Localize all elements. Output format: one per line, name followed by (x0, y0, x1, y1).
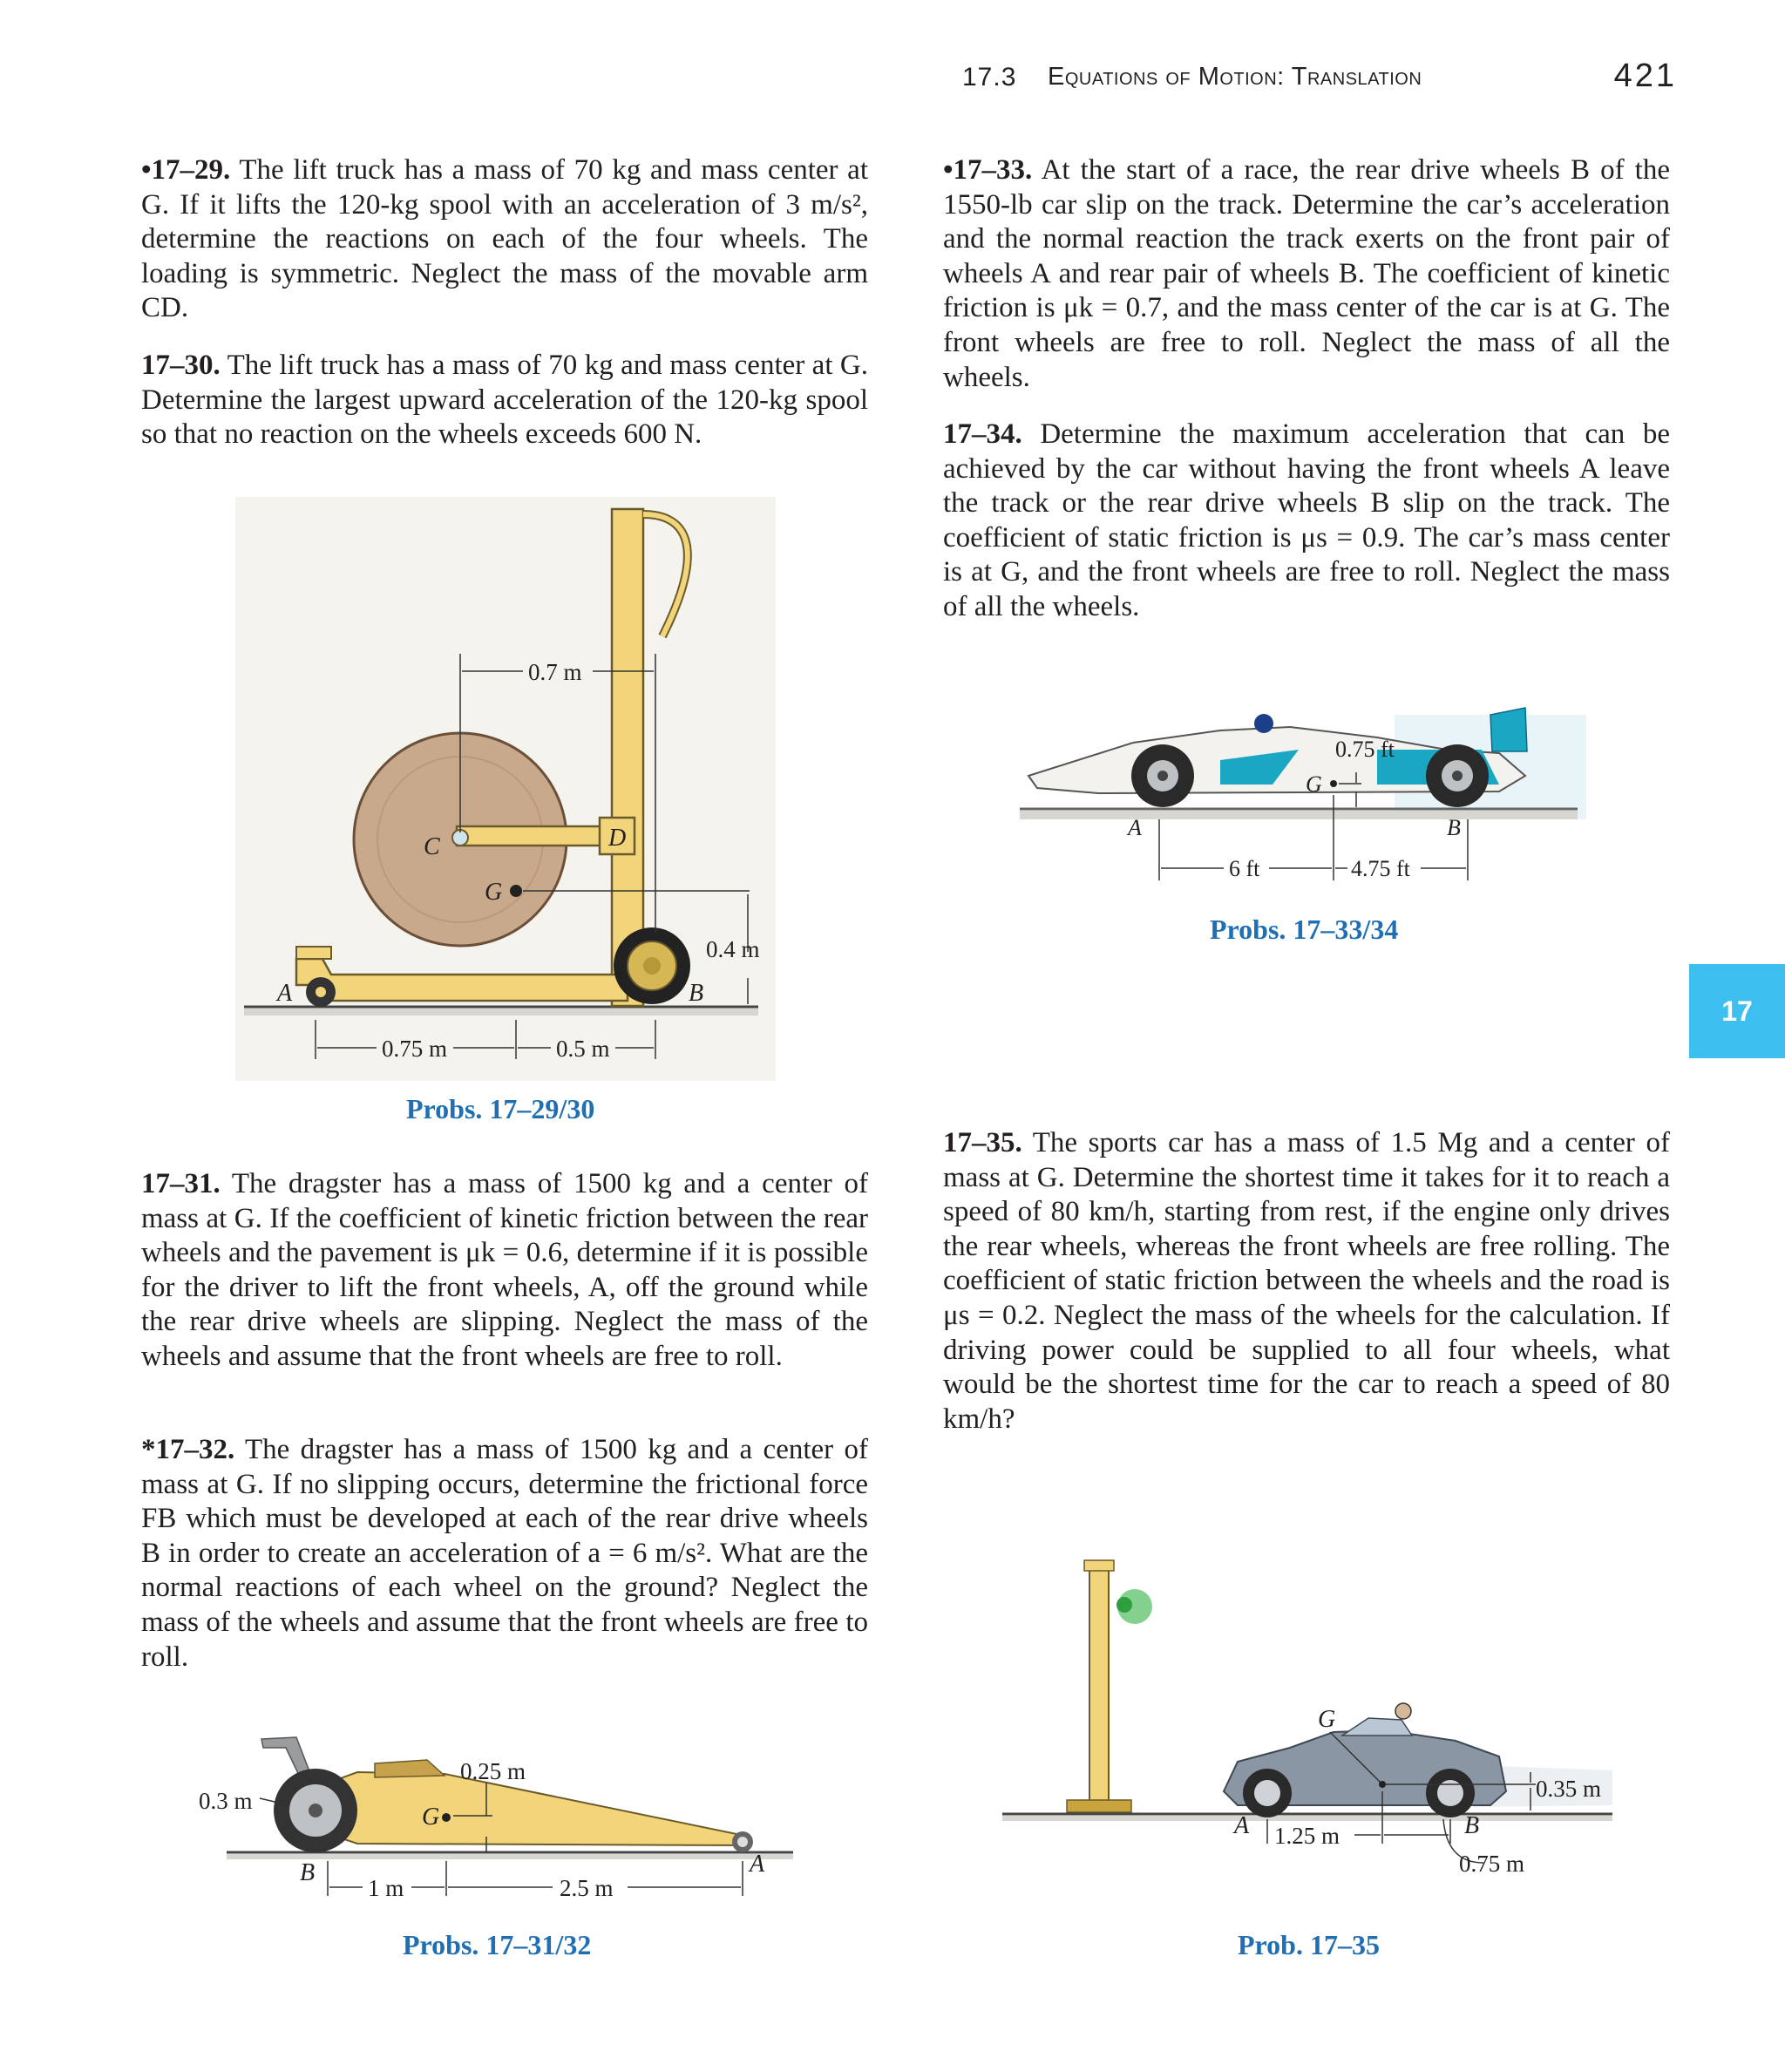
dim-4-75ft: 4.75 ft (1351, 856, 1410, 881)
label-b: B (1464, 1812, 1480, 1839)
problem-17-35 (943, 1126, 1670, 1437)
dim-0-4: 0.4 m (706, 936, 760, 962)
dim-0-5: 0.5 m (556, 1036, 610, 1062)
caption-dragster: Probs. 17–31/32 (403, 1929, 592, 1960)
problem-text: Determine the maximum acceleration that can be achieved by the car without having the front wheels A leave the track or the rear drive wheels B slip on the track. The coefficient of static friction is μs = 0.9. The car’s mass center is at G, and the front wheels are free to roll. Neglect the mass of all the wheels. (943, 418, 1670, 622)
label-c: C (424, 833, 440, 860)
section-title: Equations of Motion: Translation (1048, 63, 1422, 91)
dim-2-5: 2.5 m (560, 1875, 614, 1901)
dim-0-35: 0.35 m (1536, 1776, 1602, 1802)
label-a: A (1234, 1812, 1250, 1839)
label-g: G (422, 1804, 440, 1831)
label-b: B (1447, 815, 1461, 840)
dragster-figure (183, 1722, 802, 1918)
dim-6ft: 6 ft (1229, 856, 1260, 881)
lift-truck-figure (235, 497, 776, 1081)
label-a: A (750, 1851, 765, 1878)
dim-0-25: 0.25 m (460, 1758, 526, 1784)
dim-0-3: 0.3 m (199, 1788, 253, 1814)
dim-1-25: 1.25 m (1274, 1823, 1340, 1849)
sports-car-figure (1002, 1547, 1647, 1887)
problem-number: 17–34. (943, 418, 1022, 450)
problem-text: The lift truck has a mass of 70 kg and mass center at G. If it lifts the 120-kg spool with an acceleration of 3 m/s², determine the reactions on each of the four wheels. The loading is symmetric. Neglect the mass of the movable arm CD. (141, 154, 868, 324)
dim-0-75ft: 0.75 ft (1335, 737, 1395, 762)
dim-0-75: 0.75 m (1459, 1851, 1525, 1877)
chapter-tab: 17 (1689, 964, 1785, 1058)
caption-race-car: Probs. 17–33/34 (1210, 914, 1399, 945)
problem-number: •17–29. (141, 154, 231, 186)
problem-text: The dragster has a mass of 1500 kg and a center of mass at G. If the coefficient of kinetic friction between the rear wheels and the pavement is μk = 0.6, determine if it is possible for the driver to lift the front wheels, A, off the ground while the rear drive wheels are slipping. Neglect the mass of the wheels and assume that the front wheels are free to roll. (141, 1168, 868, 1372)
problem-text: The lift truck has a mass of 70 kg and mass center at G. Determine the largest upward acceleration of the 120-kg spool so that no reaction on the wheels exceeds 600 N. (141, 350, 869, 451)
label-g: G (485, 879, 503, 906)
problem-number: •17–33. (943, 154, 1033, 186)
page-number: 421 (1613, 58, 1677, 94)
problem-text: The sports car has a mass of 1.5 Mg and a center of mass at G. Determine the shortest time it takes for it to reach a speed of 80 km/h, starting from rest, if the engine only drives the rear wheels, whereas the front wheels are free rolling. The coefficient of static friction between the wheels and the road is μs = 0.2. Neglect the mass of the wheels for the calculation. If driving power could be supplied to all four wheels, what would be the shortest time for the car to reach a speed of 80 km/h? (943, 1127, 1671, 1435)
label-a: A (1128, 815, 1142, 840)
label-g: G (1318, 1706, 1336, 1733)
dim-0-75: 0.75 m (382, 1036, 448, 1062)
problem-number: 17–30. (141, 350, 221, 381)
problem-17-29 (141, 153, 868, 326)
running-header (962, 58, 1677, 101)
section-number: 17.3 (962, 63, 1017, 92)
label-g: G (1306, 771, 1322, 797)
problem-17-34 (943, 418, 1670, 625)
problem-text: At the start of a race, the rear drive wheels B of the 1550-lb car slip on the track. Determine the car’s acceleration and the normal reaction the track exerts on the front pair of wheels A and rear pair of wheels B. The coefficient of kinetic friction is μk = 0.7, and the mass center of the car is at G. The front wheels are free to roll. Neglect the mass of all the wheels. (943, 154, 1670, 393)
problem-text: The dragster has a mass of 1500 kg and a center of mass at G. If no slipping occurs, determine the frictional force FB which must be developed at each of the rear drive wheels B in order to create an acceleration of a = 6 m/s². What are the normal reactions of each wheel on the ground? Neglect the mass of the wheels and assume that the front wheels are free to roll. (141, 1434, 868, 1673)
label-b: B (689, 980, 704, 1007)
problem-number: 17–31. (141, 1168, 221, 1199)
problem-17-32 (141, 1433, 868, 1675)
caption-lift-truck: Probs. 17–29/30 (406, 1093, 595, 1124)
problem-17-30 (141, 349, 868, 452)
label-b: B (300, 1859, 316, 1886)
dim-0-7: 0.7 m (528, 659, 582, 685)
race-car-figure (1011, 697, 1586, 898)
dim-1: 1 m (368, 1875, 404, 1901)
problem-17-31 (141, 1167, 868, 1375)
problem-number: *17–32. (141, 1434, 235, 1465)
problem-number: 17–35. (943, 1127, 1022, 1158)
problem-17-33 (943, 153, 1670, 395)
label-d: D (608, 825, 627, 852)
label-a: A (277, 980, 293, 1007)
caption-sports-car: Prob. 17–35 (1238, 1929, 1380, 1960)
